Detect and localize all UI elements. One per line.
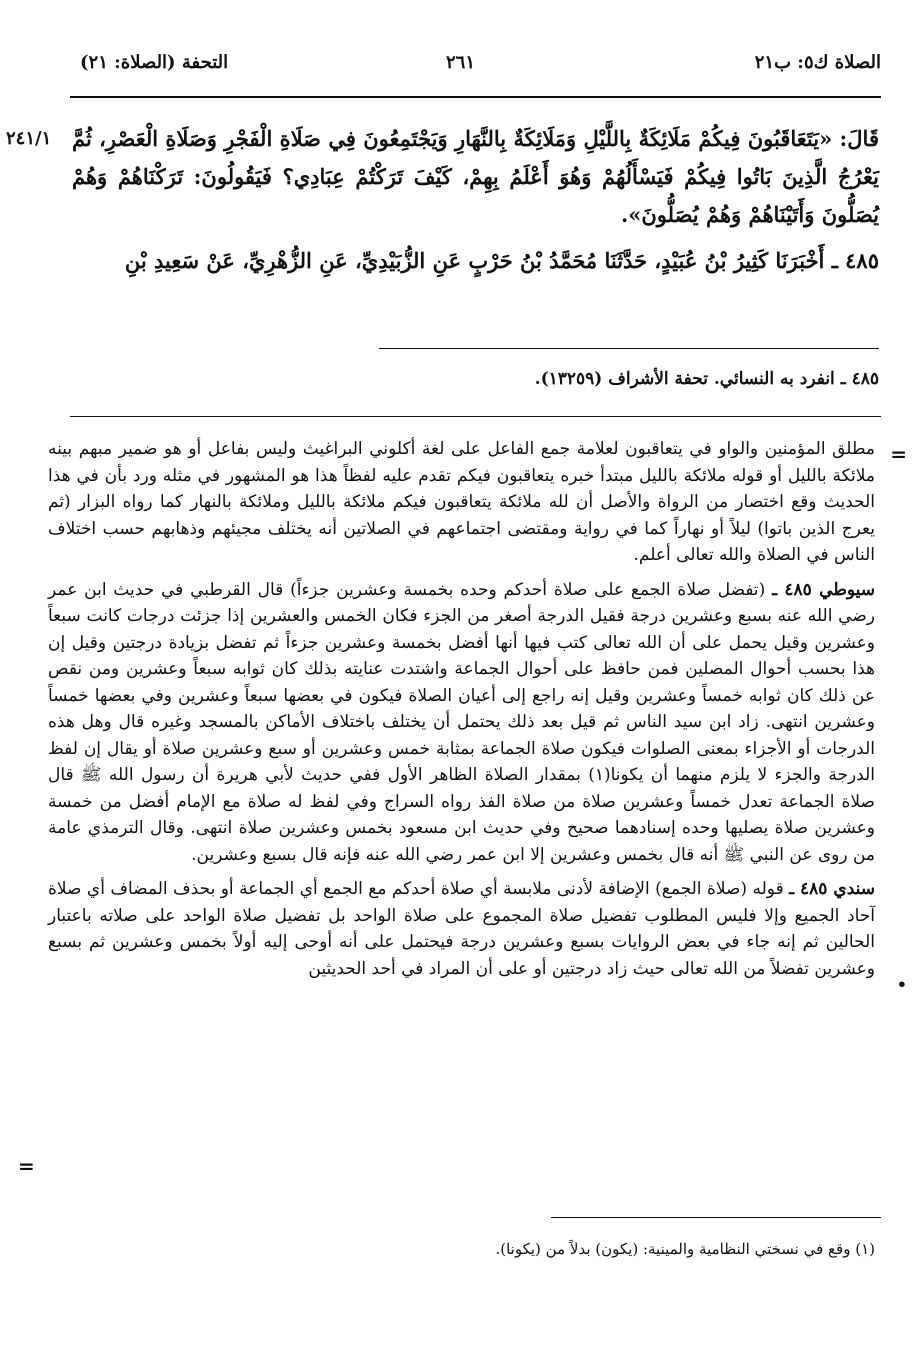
header-tuhfa: التحفة (الصلاة: ٢١) — [80, 52, 229, 73]
header-chapter: الصلاة ك٥: ب٢١ — [754, 52, 881, 73]
footnote-rule — [551, 1217, 881, 1218]
continuation-mark-top: = — [890, 442, 907, 466]
commentary-continued: مطلق المؤمنين والواو في يتعاقبون لعلامة جمع الفاعل على لغة أكلوني البراغيث وليس بفاعل أو هو ضمير مبهم بينه ملائكة بالليل أو قوله ملائكة بالليل مبتدأ خبره يتعاقبون فيكم تقدم عليه لفظاً هذا هو المشهور في مثله ورد بأن في هذا الحديث وقع اختصار من الرواة والأصل أن لله ملائكة يتعاقبون فيكم ملائكة بالليل وملائكة بالنهار كما رواه البزار (ثم يعرج الذين باتوا) ليلاً أو نهاراً كما في رواية ومقتضى اجتماعهم في الصلاتين أنه يختلف مجيئهم وذهابهم حسب اختلاف الناس في الصلاة والله تعالى أعلم. — [48, 439, 875, 565]
takhrij-rule — [379, 348, 879, 349]
footnote: (١) وقع في نسختي النظامية والمينية: (يكون) بدلاً من (يكونا). — [495, 1240, 875, 1258]
sindi-commentary — [48, 876, 875, 982]
commentary-rule — [70, 416, 881, 417]
suyuti-text: (تفضل صلاة الجمع على صلاة أحدكم وحده بخمسة وعشرين جزءاً) قال القرطبي في حديث ابن عمر رضي الله عنه بسبع وعشرين درجة فقيل الدرجة أصغر من الجزء فكان الخمس والعشرين إذا جزئت درجات كانت سبعاً وعشرين وقيل يحمل على أن الله تعالى كتب فيها أنها أفضل بخمسة وعشرين جزءاً ثم تفضل بزيادة درجتين وقيل إن هذا بحسب أحوال المصلين فمن حافظ على أحوال الجماعة واشتدت عنايته بذلك كان ثوابه سبعاً وعشرين ومن نقص عن ذلك كان ثوابه خمساً وعشرين وقيل إنه راجع إلى أعيان الصلاة فيكون في بعضها سبعاً وعشرين وفي بعضها خمساً وعشرين انتهى. زاد ابن سيد الناس ثم قيل بعد ذلك يحتمل أن يختلف باختلاف الأماكن بالمسجد وغيره قال وهل هذه الدرجات أو الأجزاء بمعنى الصلوات فيكون صلاة الجماعة بمثابة خمس وعشرين أو سبع وعشرين صلاة أو يقال إن لفظ الدرجة والجزء لا يلزم منهما أن يكونا(١) بمقدار الصلاة الظاهر الأول ففي حديث لأبي هريرة أن رسول الله ﷺ قال صلاة الجماعة تعدل خمساً وعشرين صلاة من صلاة الفذ رواه السراج وفي لفظ له صلاة مع الإمام أفضل من خمسة وعشرين صلاة يصليها وحده إسنادهما صحيح وفي حديث ابن مسعود بخمس وعشرين صلاة انتهى. وقال الترمذي عامة من روى عن النبي ﷺ أنه قال بخمس وعشرين إلا ابن عمر رضي الله عنه فإنه قال بسبع وعشرين. — [48, 579, 876, 865]
commentary — [48, 436, 875, 990]
hadith-text: قَالَ: «يَتَعَاقَبُونَ فِيكُمْ مَلَائِكَةٌ بِاللَّيْلِ وَمَلَائِكَةٌ بِالنَّهَارِ وَيَجْتَمِعُونَ فِي صَلَاةِ الْفَجْرِ وَصَلَاةِ الْعَصْرِ، ثُمَّ يَعْرُجُ الَّذِينَ بَاتُوا فِيكُمْ فَيَسْأَلُهُمْ وَهُوَ أَعْلَمُ بِهِمْ، كَيْفَ تَرَكْتُمْ عِبَادِي؟ فَيَقُولُونَ: تَرَكْنَاهُمْ وَهُمْ يُصَلُّونَ وَأَتَيْنَاهُمْ وَهُمْ يُصَلُّونَ». — [72, 126, 879, 227]
dot-marker: • — [896, 975, 907, 994]
sindi-text: قوله (صلاة الجمع) الإضافة لأدنى ملابسة أي صلاة أحدكم مع الجمع أي الجماعة أو بحذف المضاف أي صلاة آحاد الجميع وإلا فليس المطلوب تفضيل صلاة المجموع على صلاة الواحد بل تفضيل صلاة الواحد على صلاته باعتبار الحالين ثم إنه جاء في بعض الروايات بسبع وعشرين درجة فيحتمل على أنه أوحى إليه أولاً بخمس وعشرين ثم بسبع وعشرين تفضلاً من الله تعالى حيث زاد درجتين أو على أن المراد في أحد الحديثين — [48, 879, 875, 979]
sindi-label: سندي ٤٨٥ ـ — [789, 879, 875, 899]
suyuti-commentary — [48, 577, 875, 869]
takhrij-note: ٤٨٥ ـ انفرد به النسائي. تحفة الأشراف (١٣٢٥٩). — [534, 369, 879, 389]
hadith-485-isnad: ٤٨٥ ـ أَخْبَرَنَا كَثِيرُ بْنُ عُبَيْدٍ، حَدَّثَنَا مُحَمَّدُ بْنُ حَرْبٍ عَنِ الزُّبَيْدِيِّ، عَنِ الزُّهْرِيِّ، عَنْ سَعِيدِ بْنِ — [124, 248, 879, 273]
margin-reference: ٢٤١/١ — [6, 128, 52, 149]
header-rule — [70, 96, 881, 98]
suyuti-label: سيوطي ٤٨٥ ـ — [772, 579, 876, 600]
continuation-mark-bottom: = — [18, 1154, 35, 1178]
main-text — [72, 120, 879, 280]
page-number: ٢٦١ — [445, 52, 475, 73]
